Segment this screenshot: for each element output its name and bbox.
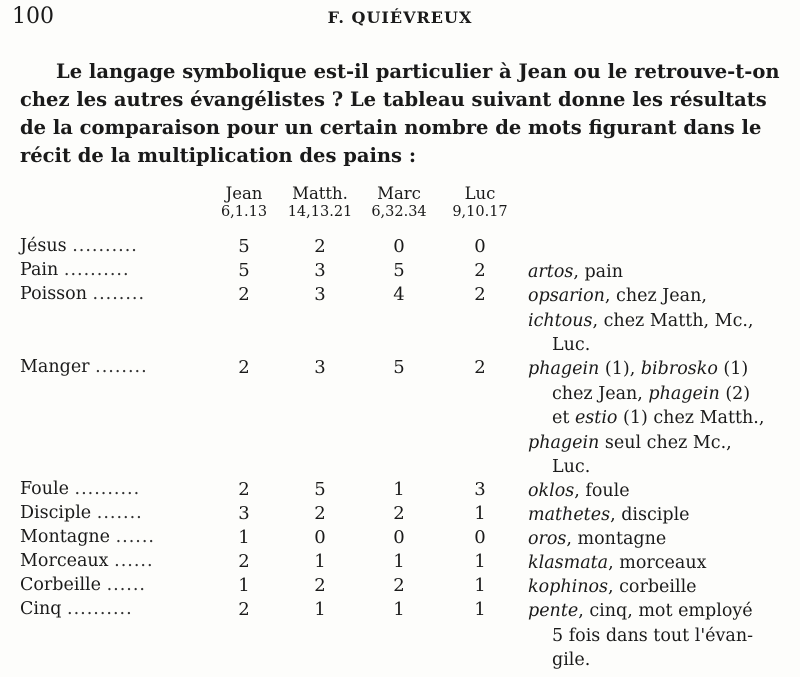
column-ref: 14,13.21 [287, 204, 353, 220]
count-matth: 3 [314, 284, 326, 305]
count-matth: 5 [314, 479, 326, 500]
count-marc: 1 [393, 551, 405, 572]
row-label-morceaux: Morceaux ...... [20, 551, 154, 571]
count-matth: 2 [314, 236, 326, 257]
count-matth: 2 [314, 503, 326, 524]
count-luc: 1 [474, 503, 486, 524]
count-matth: 0 [314, 527, 326, 548]
note-foule: oklos, foule [528, 481, 630, 501]
count-jean: 2 [238, 284, 250, 305]
column-ref: 6,32.34 [371, 204, 427, 220]
intro-line-3: de la comparaison pour un certain nombre de mots figurant dans le [20, 116, 762, 139]
count-jean: 5 [238, 260, 250, 281]
note-morceaux: klasmata, morceaux [528, 553, 707, 573]
count-marc: 2 [393, 503, 405, 524]
row-label-poisson: Poisson ........ [20, 284, 146, 304]
row-label-foule: Foule .......... [20, 479, 141, 499]
row-label-montagne: Montagne ...... [20, 527, 155, 547]
note-poisson: opsarion, chez Jean, ichtous, chez Matth, Mc., Luc. [528, 286, 754, 355]
count-luc: 0 [474, 236, 486, 257]
count-luc: 3 [474, 479, 486, 500]
row-label-jesus: Jésus .......... [20, 236, 138, 256]
row-label-pain: Pain .......... [20, 260, 130, 280]
count-matth: 2 [314, 575, 326, 596]
count-marc: 0 [393, 527, 405, 548]
column-name: Matth. [292, 184, 348, 203]
count-jean: 1 [238, 575, 250, 596]
note-montagne: oros, montagne [528, 529, 667, 549]
count-jean: 3 [238, 503, 250, 524]
count-jean: 2 [238, 551, 250, 572]
count-jean: 2 [238, 357, 250, 378]
row-label-manger: Manger ........ [20, 357, 148, 377]
count-jean: 2 [238, 599, 250, 620]
count-marc: 0 [393, 236, 405, 257]
intro-paragraph [20, 58, 785, 170]
intro-line-2: chez les autres évangélistes ? Le tableau suivant donne les résultats [20, 88, 767, 111]
count-matth: 3 [314, 260, 326, 281]
count-jean: 1 [238, 527, 250, 548]
note-manger: phagein (1), bibrosko (1) chez Jean, phagein (2) et estio (1) chez Matth., phagein seul chez Mc., Luc. [528, 359, 765, 477]
row-label-cinq: Cinq .......... [20, 599, 133, 619]
intro-line-1: Le langage symbolique est-il particulier à Jean ou le retrouve-t-on [56, 60, 780, 83]
count-marc: 1 [393, 599, 405, 620]
count-marc: 2 [393, 575, 405, 596]
count-marc: 1 [393, 479, 405, 500]
count-matth: 1 [314, 599, 326, 620]
page-number: 100 [12, 4, 54, 29]
count-matth: 3 [314, 357, 326, 378]
row-label-disciple: Disciple ....... [20, 503, 143, 523]
intro-line-4: récit de la multiplication des pains : [20, 144, 417, 167]
count-luc: 1 [474, 575, 486, 596]
column-ref: 6,1.13 [220, 204, 268, 220]
count-luc: 2 [474, 284, 486, 305]
column-header-luc [430, 184, 530, 220]
count-marc: 5 [393, 357, 405, 378]
count-luc: 1 [474, 599, 486, 620]
count-luc: 1 [474, 551, 486, 572]
column-name: Jean [225, 184, 263, 203]
running-title: F. QUIÉVREUX [327, 8, 473, 27]
note-cinq: pente, cinq, mot employé 5 fois dans tout l'évan- gile. [528, 601, 754, 670]
count-matth: 1 [314, 551, 326, 572]
note-pain: artos, pain [528, 262, 623, 282]
count-marc: 5 [393, 260, 405, 281]
column-ref: 9,10.17 [452, 204, 508, 220]
count-luc: 2 [474, 357, 486, 378]
note-corbeille: kophinos, corbeille [528, 577, 697, 597]
count-marc: 4 [393, 284, 405, 305]
note-disciple: mathetes, disciple [528, 505, 690, 525]
count-luc: 2 [474, 260, 486, 281]
count-jean: 5 [238, 236, 250, 257]
column-name: Luc [464, 184, 496, 203]
column-name: Marc [377, 184, 421, 203]
count-jean: 2 [238, 479, 250, 500]
count-luc: 0 [474, 527, 486, 548]
row-label-corbeille: Corbeille ...... [20, 575, 146, 595]
